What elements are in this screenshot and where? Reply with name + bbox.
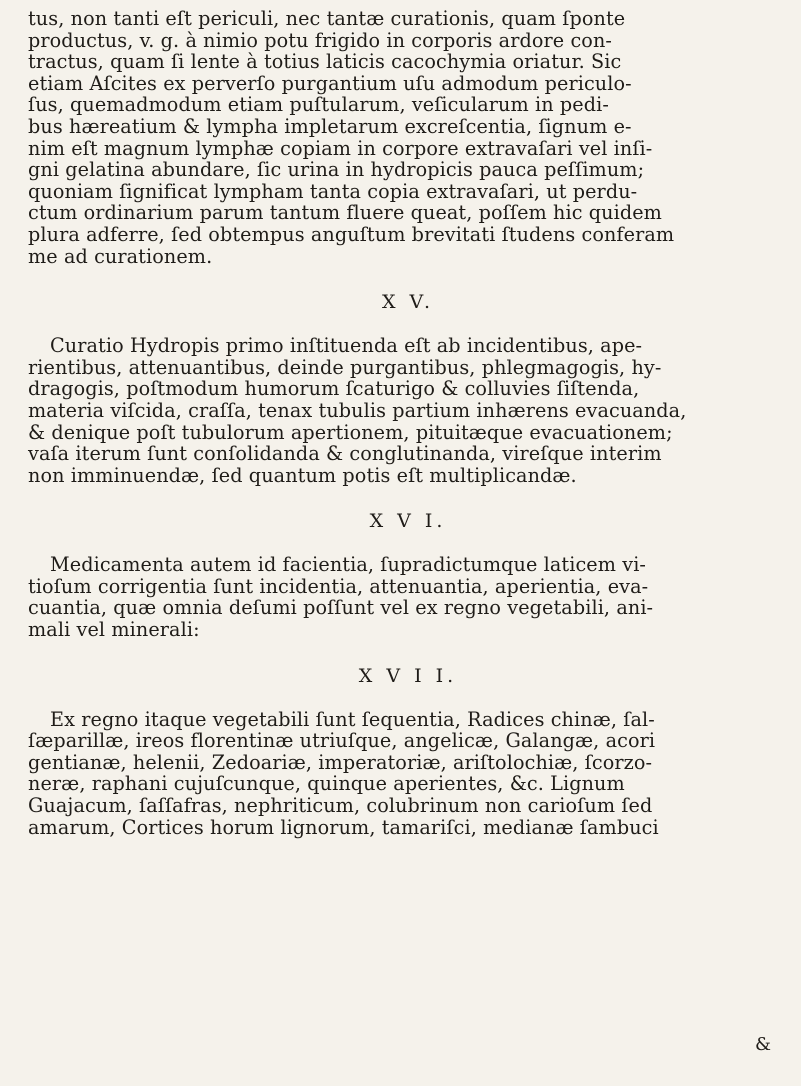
text-line: non imminuendæ, ſed quantum potis eſt multiplicandæ. (28, 463, 577, 487)
text-line: neræ, raphani cujuſcunque, quinque aperientes, &c. Lignum (28, 772, 625, 796)
paragraph-4 (28, 709, 788, 839)
text-line: & denique poſt tubulorum apertionem, pituitæque evacuationem; (28, 420, 673, 444)
paragraph-3 (28, 554, 788, 640)
paragraph-1 (28, 8, 788, 267)
text-line: Ex regno itaque vegetabili ſunt ſequentia, Radices chinæ, ſal- (50, 707, 655, 731)
text-line: dragogis, poſtmodum humorum ſcaturigo & colluvies ſiſtenda, (28, 377, 640, 401)
text-line: amarum, Cortices horum lignorum, tamariſci, medianæ ſambuci (28, 815, 659, 839)
section-heading-17: X V I I. (358, 664, 458, 687)
text-line: gentianæ, helenii, Zedoariæ, imperatoriæ, ariſtolochiæ, ſcorzo- (28, 750, 653, 774)
text-line: cuantia, quæ omnia deſumi poſſunt vel ex regno vegetabili, ani- (28, 596, 654, 620)
text-line: tractus, quam ſi lente à totius laticis cacochymia oriatur. Sic (28, 50, 622, 74)
text-line: etiam Aſcites ex perverſo purgantium uſu admodum periculo- (28, 71, 632, 95)
text-line: ctum ordinarium parum tantum fluere queat, poſſem hic quidem (28, 201, 662, 225)
section-heading-16: X V I. (369, 510, 447, 533)
text-line: vaſa iterum ſunt conſolidanda & conglutinanda, vireſque interim (28, 442, 662, 466)
catchword: & (754, 1034, 771, 1055)
text-line: ſus, quemadmodum etiam puſtularum, veſicularum in pedi- (28, 93, 609, 117)
text-line: nim eſt magnum lymphæ copiam in corpore extravaſari vel inſi- (28, 136, 653, 160)
text-line: Curatio Hydropis primo inſtituenda eſt ab incidentibus, ape- (50, 334, 643, 358)
text-line: gni gelatina abundare, ſic urina in hydropicis pauca peſſimum; (28, 158, 645, 182)
text-line: Guajacum, ſaſſafras, nephriticum, colubrinum non carioſum ſed (28, 794, 653, 818)
paragraph-2 (28, 335, 788, 486)
text-line: ſæparillæ, ireos florentinæ utriuſque, angelicæ, Galangæ, acori (28, 729, 656, 753)
text-line: mali vel minerali: (28, 618, 200, 642)
text-line: tus, non tanti eſt periculi, nec tantæ curationis, quam ſponte (28, 7, 626, 30)
text-line: me ad curationem. (28, 244, 213, 268)
text-line: bus hæreatium & lympha impletarum excreſcentia, ſignum e- (28, 114, 632, 138)
text-line: rientibus, attenuantibus, deinde purgantibus, phlegmagogis, hy- (28, 355, 662, 379)
page-text (28, 8, 788, 838)
text-line: plura adferre, ſed obtempus anguſtum brevitati ſtudens conferam (28, 222, 675, 246)
text-line: materia viſcida, craſſa, tenax tubulis partium inhærens evacuanda, (28, 398, 687, 422)
text-line: Medicamenta autem id facientia, ſupradictumque laticem vi- (50, 553, 647, 577)
text-line: quoniam ſignificat lympham tanta copia extravaſari, ut perdu- (28, 179, 638, 203)
text-line: productus, v. g. à nimio potu frigido in corporis ardore con- (28, 28, 612, 52)
section-heading-15: X V. (381, 291, 434, 314)
text-line: tioſum corrigentia ſunt incidentia, attenuantia, aperientia, eva- (28, 574, 649, 598)
